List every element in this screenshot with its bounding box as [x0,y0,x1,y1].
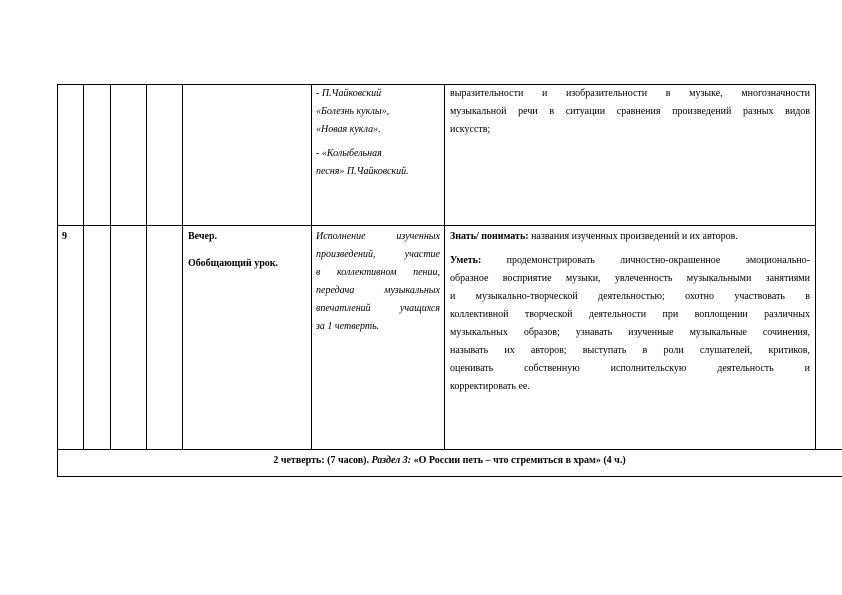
section-footer [57,452,842,470]
column-divider [83,84,84,450]
able-line: коллективной творческой деятельности при воплощении различных [450,309,810,320]
able-line: оценивать собственную исполнительскую деятельность и [450,363,810,374]
composer-refs-cell [316,85,440,181]
able-line [450,252,810,270]
know-label: Знать/ понимать: [450,231,529,242]
know-text: названия изученных произведений и их авторов. [528,231,738,242]
able-line: образное восприятие музыки, увлеченность музыкальными занятиями [450,273,810,284]
column-divider [182,84,183,450]
requirements-line: выразительности и изобразительности в музыке, многозначности [450,88,810,99]
composer-ref-line: - П.Чайковский [316,88,382,99]
column-divider [57,84,58,477]
activity-line: за 1 четверть. [316,321,380,332]
activity-line: Исполнение изученных [316,231,440,242]
requirements-cell [450,85,810,139]
activities-cell [316,228,440,336]
column-divider [444,84,445,450]
composer-ref-line: «Новая кукла». [316,124,381,135]
activity-line: произведений, участие [316,249,440,260]
requirements-line: искусств; [450,124,491,135]
composer-ref-line: - «Колыбельная [316,148,382,159]
know-paragraph [450,228,810,246]
row-divider [57,449,842,450]
composer-ref-line: «Болезнь куклы», [316,106,390,117]
skills-cell [450,228,810,396]
section-footer-title: «О России петь – что стремиться в храм» (4 ч.) [411,455,626,466]
able-text: продемонстрировать личностно-окрашенное эмоционально- [481,255,810,266]
column-divider [815,84,816,450]
able-line: корректировать ее. [450,381,530,392]
column-divider [146,84,147,450]
able-line: музыкальных образов; узнавать изученные музыкальные сочинения, [450,327,810,338]
topic-type: Обобщающий урок. [188,258,279,269]
activity-line: передача музыкальных [316,285,440,296]
activity-line: в коллективном пении, [316,267,440,278]
able-line: и музыкально-творческой деятельностью; охотно участвовать в [450,291,810,302]
requirements-line: музыкальной речи в ситуации сравнения произведений разных видов [450,106,810,117]
column-divider [311,84,312,450]
activity-line: впечатлений учащихся [316,303,440,314]
section-footer-section: Раздел 3: [371,455,412,466]
section-footer-quarter: 2 четверть: (7 часов). [273,455,372,466]
row-divider [57,225,815,226]
composer-ref-line: песня» П.Чайковский. [316,166,409,177]
topic-title: Вечер. [188,231,217,242]
able-line: называть их авторов; выступать в роли слушателей, критиков, [450,345,810,356]
table-bottom-border [57,476,842,477]
column-divider [110,84,111,450]
topic-cell [188,228,308,273]
able-label: Уметь: [450,255,482,266]
row-number: 9 [62,231,67,242]
